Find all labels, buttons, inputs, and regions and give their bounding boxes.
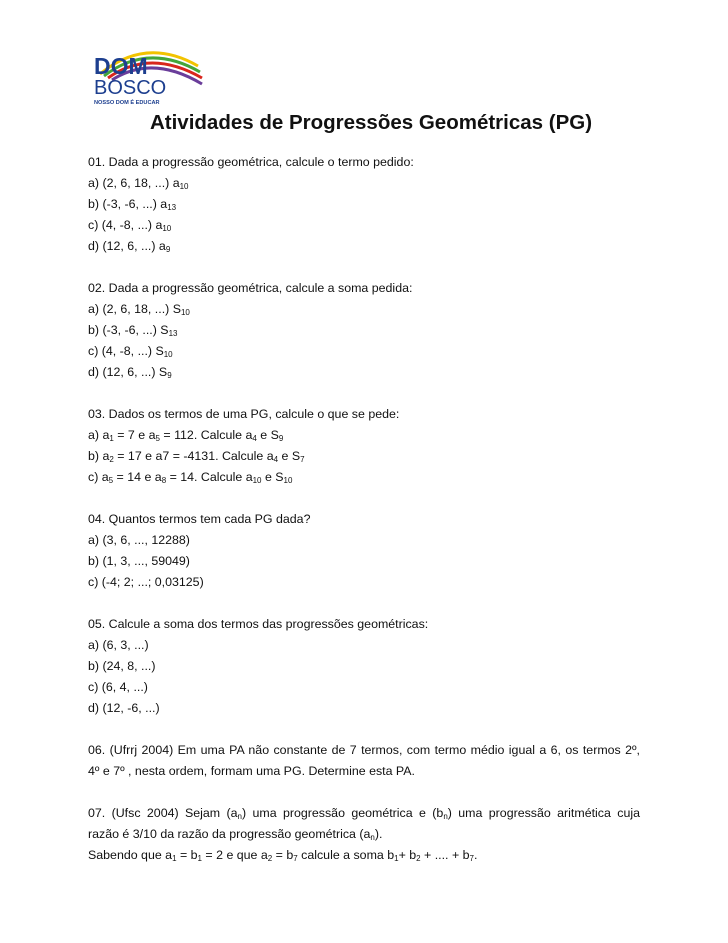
exercise-heading: 04. Quantos termos tem cada PG dada? (88, 512, 311, 526)
exercise-item: b) (-3, -6, ...) $S_{13}$ (88, 323, 178, 338)
section-gap (88, 383, 640, 404)
exercise-item: c) (6, 4, ...) (88, 680, 148, 694)
exercise-list (88, 152, 640, 866)
exercise-item: a) (2, 6, 18, ...) $S_{10}$ (88, 302, 190, 317)
exercise-heading: 06. (Ufrrj 2004) Em uma PA não constante de 7 termos, com termo médio igual a 6, os termos 2º, (88, 743, 640, 757)
exercise-item: d) (12, 6, ...) $a_9$ (88, 239, 171, 254)
exercise-item: razão é 3/10 da razão da progressão geométrica $(a_n)$. (88, 827, 383, 842)
exercise-heading: 03. Dados os termos de uma PG, calcule o que se pede: (88, 407, 400, 421)
dom-bosco-logo (86, 44, 204, 106)
section-gap (88, 782, 640, 803)
exercise-item: c) (-4; 2; ...; 0,03125) (88, 575, 204, 589)
exercise-item: c) (4, -8, ...) $S_{10}$ (88, 344, 173, 359)
exercise-item: b) (1, 3, ..., 59049) (88, 554, 190, 568)
exercise-item: a) $a_1 = 7$ e $a_5 = 112$. Calcule $a_4$ e $S_9$ (88, 428, 284, 443)
exercise-item: b) (24, 8, ...) (88, 659, 156, 673)
exercise-heading: 01. Dada a progressão geométrica, calcule o termo pedido: (88, 155, 414, 169)
exercise-item: c) (4, -8, ...) $a_{10}$ (88, 218, 172, 233)
logo-tagline: NOSSO DOM É EDUCAR (94, 100, 160, 106)
section-gap (88, 257, 640, 278)
exercise-item: d) (12, -6, ...) (88, 701, 160, 715)
exercise-item: Sabendo que $a_1 = b_1 = 2$ e que $a_2 = b_7$ calcule a soma $b_1+ b_2$ + .... + $b_7$. (88, 848, 478, 863)
section-gap (88, 719, 640, 740)
exercise-item: b) (-3, -6, ...) $a_{13}$ (88, 197, 177, 212)
exercise-heading: 02. Dada a progressão geométrica, calcule a soma pedida: (88, 281, 413, 295)
exercise-item: a) (6, 3, ...) (88, 638, 149, 652)
exercise-item: a) (3, 6, ..., 12288) (88, 533, 190, 547)
exercise-heading: 07. (Ufsc 2004) Sejam $(a_n)$ uma progressão geométrica e $(b_n)$ uma progressão aritmética cuja (88, 806, 640, 821)
exercise-item: d) (12, 6, ...) $S_9$ (88, 365, 172, 380)
logo-word-bottom: BOSCO (94, 77, 167, 99)
logo-word-top: DOM (94, 53, 148, 79)
exercise-item: a) (2, 6, 18, ...) $a_{10}$ (88, 176, 189, 191)
exercise-item: 4º e 7º , nesta ordem, formam uma PG. Determine esta PA. (88, 764, 415, 778)
section-gap (88, 593, 640, 614)
exercise-item: b) $a_2 = 17$ e a7 = -4131. Calcule $a_4$ e $S_7$ (88, 449, 305, 464)
dom-bosco-logo-graphic (86, 44, 204, 106)
section-gap (88, 488, 640, 509)
exercise-item: c) $a_5 = 14$ e $a_8 = 14$. Calcule $a_{10}$ e $S_{10}$ (88, 470, 293, 485)
exercise-heading: 05. Calcule a soma dos termos das progressões geométricas: (88, 617, 429, 631)
page-title: Atividades de Progressões Geométricas (PG) (149, 111, 593, 134)
